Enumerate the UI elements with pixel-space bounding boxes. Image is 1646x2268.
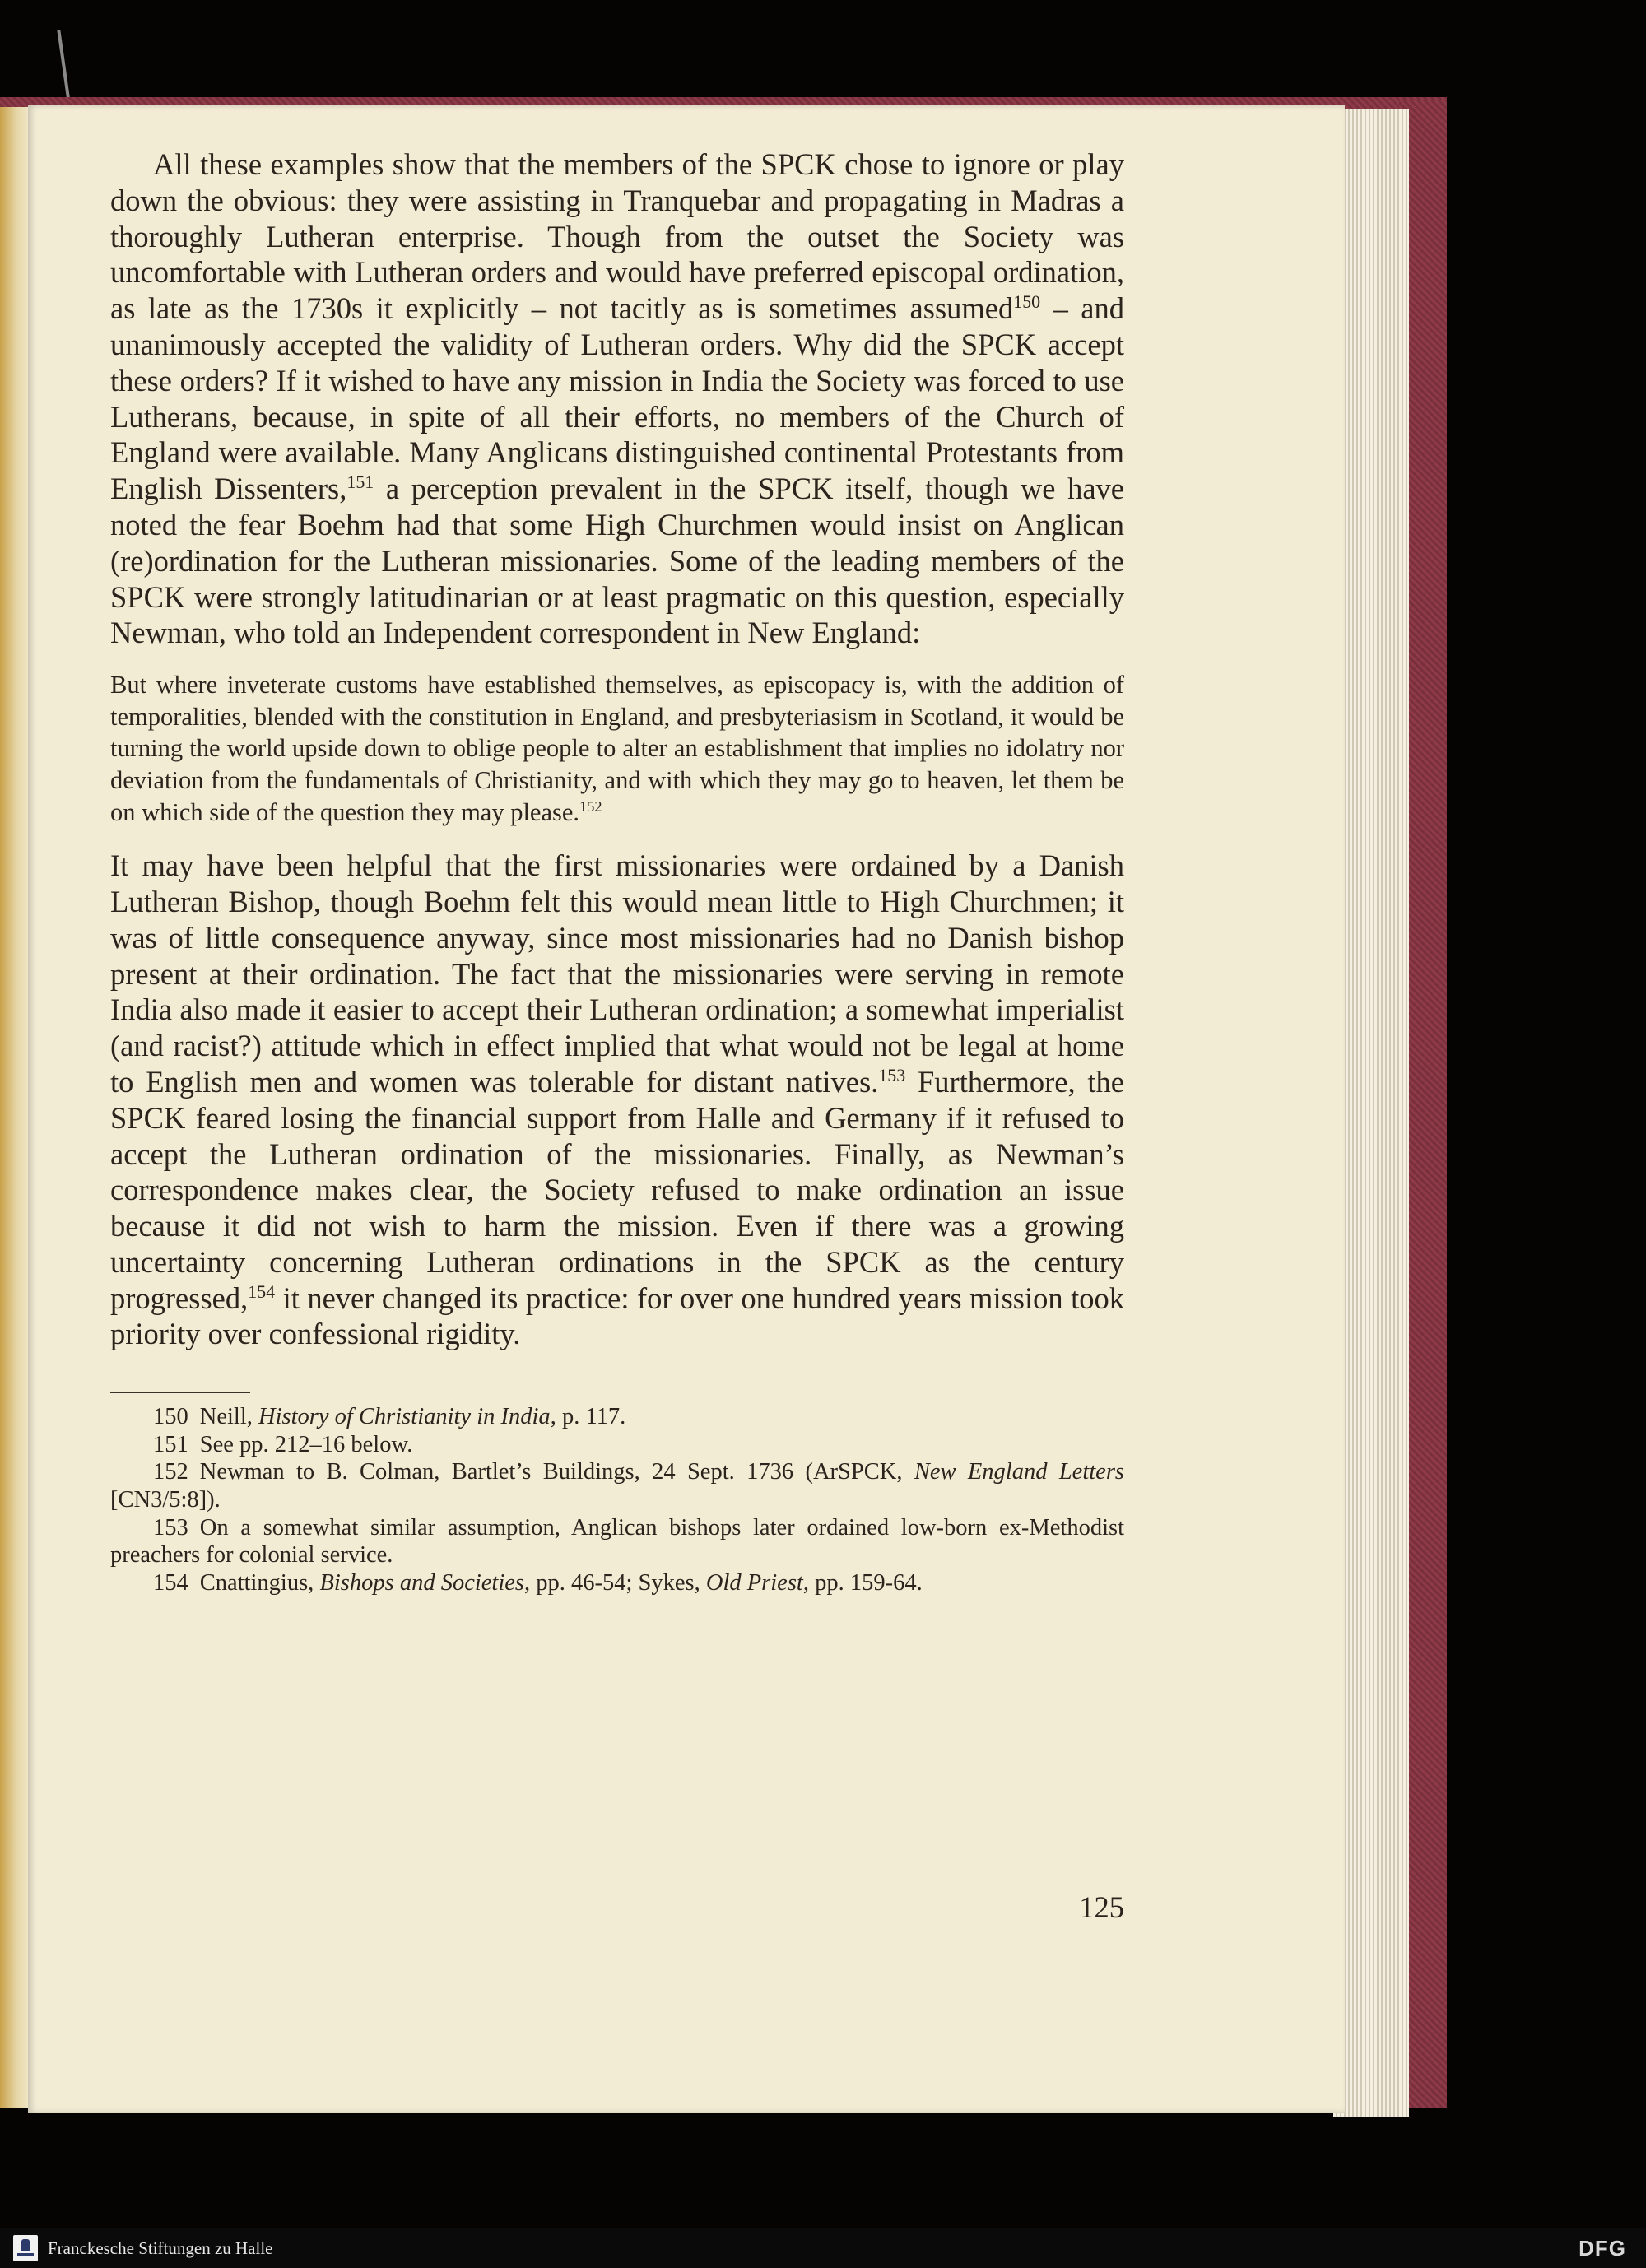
footnote-number: 154 bbox=[153, 1569, 188, 1596]
text-run: Newman to B. Colman, Bartlet’s Buildings, 24 Sept. 1736 (ArSPCK, bbox=[199, 1459, 914, 1485]
italic-title: Old Priest bbox=[705, 1569, 803, 1596]
text-run: Furthermore, the SPCK feared losing the financial support from Halle and Germany if it refused to accept the Lutheran ordination of the missionaries. Finally, as Newman’s correspondence makes clear, the Society refused to make ordination an issue because it did not wish to harm the mission. Even if there was a growing uncertainty concerning Lutheran ordinations in the SPCK as the century progressed, bbox=[110, 1064, 1124, 1315]
block-quotation bbox=[110, 669, 1124, 828]
text-run: Cnattingius, bbox=[199, 1569, 320, 1596]
page-number: 125 bbox=[1079, 1890, 1124, 1924]
text-run: Neill, bbox=[199, 1404, 258, 1430]
footnote-number: 151 bbox=[153, 1431, 188, 1457]
footnote-number: 150 bbox=[153, 1404, 188, 1430]
body-paragraph-1 bbox=[110, 146, 1124, 651]
text-run: On a somewhat similar assumption, Anglican bishops later ordained low-born ex-Methodist preachers for colonial service. bbox=[110, 1514, 1124, 1569]
text-run: , pp. 46-54; Sykes, bbox=[524, 1569, 706, 1596]
italic-title: History of Christianity in India bbox=[258, 1404, 551, 1430]
page-text-block bbox=[110, 146, 1124, 1596]
italic-title: New England Letters bbox=[914, 1459, 1124, 1485]
text-run: But where inveterate customs have established themselves, as episcopacy is, with the addition of temporalities, blended with the constitution in England, and presbyteriasism in Scotland, it would be turning the world upside down to oblige people to alter an establishment that implies no idolatry nor deviation from the fundamentals of Christianity, and with which they may go to heaven, let them be on which side of the question they may please. bbox=[110, 671, 1124, 826]
footnote-reference: 154 bbox=[248, 1280, 276, 1302]
footnotes bbox=[110, 1403, 1124, 1596]
text-run: , p. 117. bbox=[550, 1404, 626, 1430]
footnote-reference: 153 bbox=[878, 1064, 906, 1085]
text-run: , pp. 159-64. bbox=[802, 1569, 923, 1596]
italic-title: Bishops and Societies bbox=[319, 1569, 524, 1596]
text-run: [CN3/5:8]). bbox=[110, 1487, 221, 1513]
text-run: See pp. 212–16 below. bbox=[199, 1431, 413, 1457]
footnote-152 bbox=[110, 1458, 1124, 1513]
footnote-151 bbox=[110, 1431, 1124, 1459]
footnote-reference: 152 bbox=[579, 797, 602, 815]
text-run: All these examples show that the members of the SPCK chose to ignore or play down the obvious: they were assisting in Tranquebar and propagating in Madras a thoroughly Lutheran enterprise. Though from the outset the Society was uncomfortable with Lutheran orders and would have preferred episcopal ordination, as late as the 1730s it explicitly – not tacitly as is sometimes assumed bbox=[110, 147, 1124, 326]
institution-logo-icon bbox=[13, 2235, 38, 2261]
footnote-separator bbox=[110, 1392, 250, 1393]
viewer-footer-bar bbox=[0, 2228, 1646, 2268]
text-run: It may have been helpful that the first missionaries were ordained by a Danish Lutheran Bishop, though Boehm felt this would mean little to High Churchmen; it was of little consequence anyway, since most missionaries had no Danish bishop present at their ordination. The fact that the missionaries were serving in remote India also made it easier to accept their Lutheran ordination; a somewhat imperialist (and racist?) attitude which in effect implied that what would not be legal at home to English men and women was tolerable for distant natives. bbox=[110, 848, 1124, 1099]
footnote-154 bbox=[110, 1569, 1124, 1597]
text-run: it never changed its practice: for over one hundred years mission took priority over confessional rigidity. bbox=[110, 1280, 1124, 1351]
body-paragraph-2 bbox=[110, 848, 1124, 1352]
footnote-number: 153 bbox=[153, 1514, 188, 1541]
dfg-logo: DFG bbox=[1579, 2236, 1626, 2261]
footnote-reference: 150 bbox=[1013, 291, 1041, 313]
footnote-reference: 151 bbox=[346, 472, 374, 493]
footnote-153 bbox=[110, 1514, 1124, 1569]
institution-name: Franckesche Stiftungen zu Halle bbox=[48, 2238, 273, 2258]
previous-page-edge bbox=[0, 107, 28, 2108]
text-run: – and unanimously accepted the validity of Lutheran orders. Why did the SPCK accept these orders? If it wished to have any mission in India the Society was forced to use Lutherans, because, in spite of all their efforts, no members of the Church of England were available. Many Anglicans distinguished continental Protestants from English Dissenters, bbox=[110, 291, 1125, 506]
footnote-150 bbox=[110, 1403, 1124, 1431]
text-run: a perception prevalent in the SPCK itself, though we have noted the fear Boehm had that some High Churchmen would insist on Anglican (re)ordination for the Lutheran missionaries. Some of the leading members of the SPCK were strongly latitudinarian or at least pragmatic on this question, especially Newman, who told an Independent correspondent in New England: bbox=[110, 472, 1124, 650]
footnote-number: 152 bbox=[153, 1459, 188, 1485]
